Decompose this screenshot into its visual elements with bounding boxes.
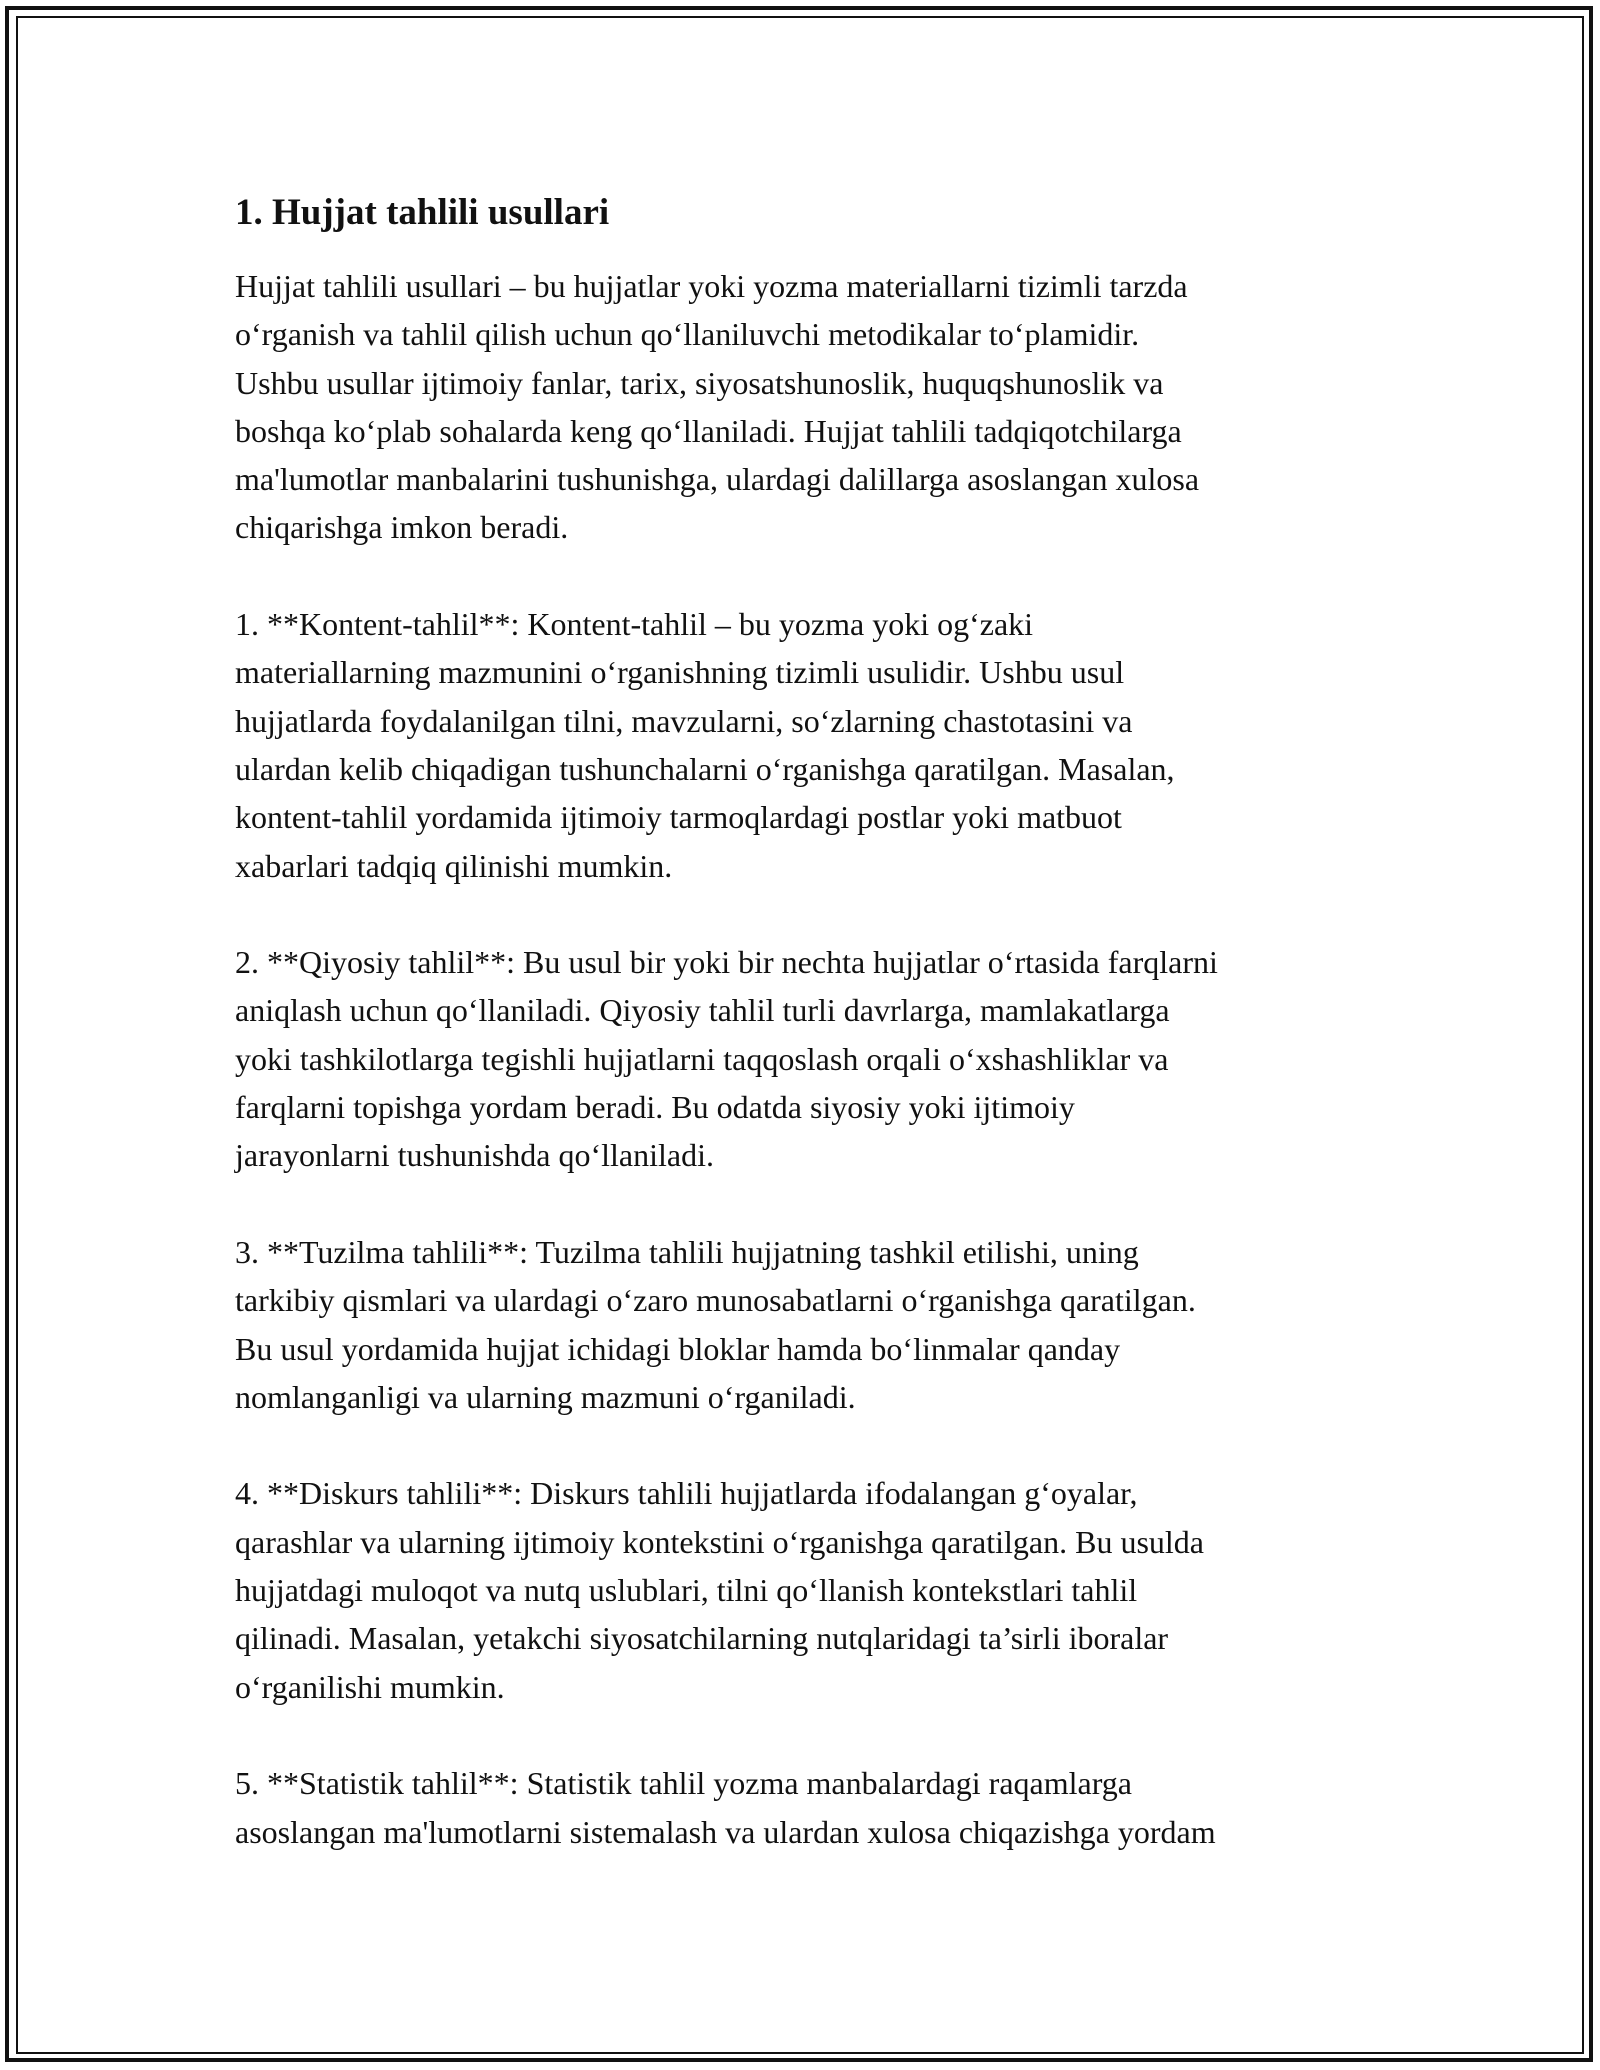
comparative-analysis-paragraph [235,938,1370,1179]
text-line: yoki tashkilotlarga tegishli hujjatlarni taqqoslash orqali o‘xshashliklar va [235,1040,1169,1077]
text-line: 1. **Kontent-tahlil**: Kontent-tahlil – bu yozma yoki og‘zaki [235,606,1034,643]
text-line: Ushbu usullar ijtimoiy fanlar, tarix, siyosatshunoslik, huquqshunoslik va [235,364,1164,401]
discourse-analysis-paragraph [235,1469,1370,1710]
text-line: hujjatlarda foydalanilgan tilni, mavzularni, so‘zlarning chastotasini va [235,702,1133,739]
text-line: o‘rganilishi mumkin. [235,1668,505,1705]
text-line: asoslangan ma'lumotlarni sistemalash va ulardan xulosa chiqazishga yordam [235,1813,1216,1850]
text-line: xabarlari tadqiq qilinishi mumkin. [235,847,673,884]
statistical-analysis-paragraph [235,1759,1370,1856]
text-line: farqlarni topishga yordam beradi. Bu odatda siyosiy yoki ijtimoiy [235,1089,1075,1126]
text-line: kontent-tahlil yordamida ijtimoiy tarmoqlardagi postlar yoki matbuot [235,799,1122,836]
text-line: aniqlash uchun qo‘llaniladi. Qiyosiy tahlil turli davrlarga, mamlakatlarga [235,992,1170,1029]
text-line: nomlanganligi va ularning mazmuni o‘rganiladi. [235,1378,856,1415]
text-line: Hujjat tahlili usullari – bu hujjatlar yoki yozma materiallarni tizimli tarzda [235,268,1188,304]
text-line: 4. **Diskurs tahlili**: Diskurs tahlili hujjatlarda ifodalangan g‘oyalar, [235,1475,1138,1512]
text-line: qarashlar va ularning ijtimoiy kontekstini o‘rganishga qaratilgan. Bu usulda [235,1523,1204,1560]
text-line: Bu usul yordamida hujjat ichidagi bloklar hamda bo‘linmalar qanday [235,1330,1121,1367]
intro-paragraph [235,262,1370,552]
text-line: 2. **Qiyosiy tahlil**: Bu usul bir yoki bir nechta hujjatlar o‘rtasida farqlarni [235,944,1218,981]
text-line: o‘rganish va tahlil qilish uchun qo‘llaniluvchi metodikalar to‘plamidir. [235,316,1140,353]
text-line: materiallarning mazmunini o‘rganishning tizimli usulidir. Ushbu usul [235,654,1125,691]
document-body [235,180,1370,1904]
text-line: tarkibiy qismlari va ulardagi o‘zaro munosabatlarni o‘rganishga qaratilgan. [235,1282,1196,1319]
text-line: 5. **Statistik tahlil**: Statistik tahlil yozma manbalardagi raqamlarga [235,1765,1132,1802]
text-line: boshqa ko‘plab sohalarda keng qo‘llaniladi. Hujjat tahlili tadqiqotchilarga [235,412,1182,449]
text-line: 3. **Tuzilma tahlili**: Tuzilma tahlili hujjatning tashkil etilishi, uning [235,1233,1139,1270]
text-line: hujjatdagi muloqot va nutq uslublari, tilni qo‘llanish kontekstlari tahlil [235,1572,1138,1609]
text-line: jarayonlarni tushunishda qo‘llaniladi. [235,1137,714,1174]
structure-analysis-paragraph [235,1228,1370,1421]
text-line: ma'lumotlar manbalarini tushunishga, ulardagi dalillarga asoslangan xulosa [235,461,1200,498]
text-line: ulardan kelib chiqadigan tushunchalarni o‘rganishga qaratilgan. Masalan, [235,750,1175,787]
document-title: 1. Hujjat tahlili usullari [235,192,610,233]
content-analysis-paragraph [235,600,1370,890]
text-line: qilinadi. Masalan, yetakchi siyosatchilarning nutqlaridagi ta’sirli iboralar [235,1620,1169,1657]
text-line: chiqarishga imkon beradi. [235,509,569,546]
